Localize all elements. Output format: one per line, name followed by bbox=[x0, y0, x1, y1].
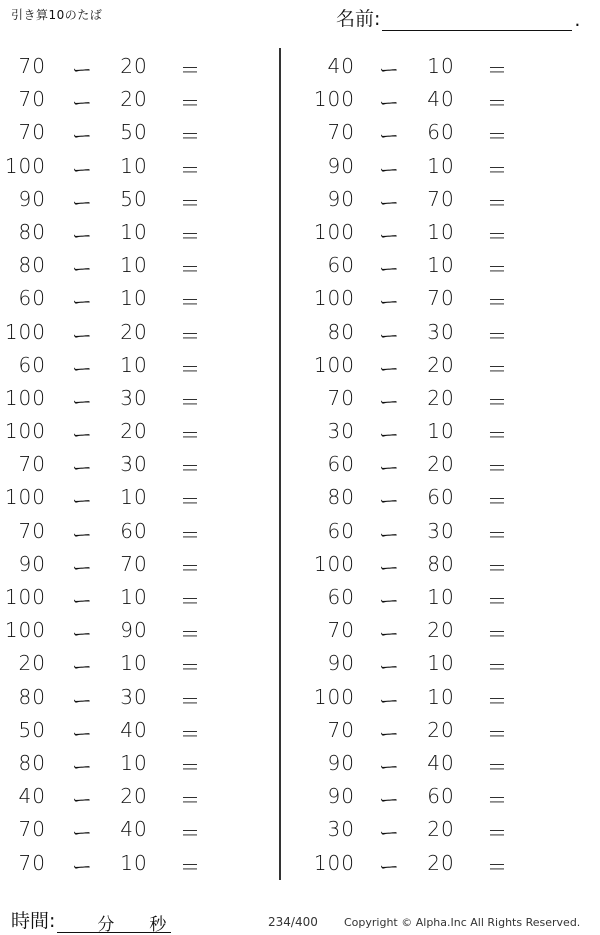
subtrahend: 20 bbox=[427, 850, 455, 875]
equals-sign: ＝ bbox=[487, 788, 508, 813]
minuend: 80 bbox=[18, 253, 46, 278]
minus-sign: ー bbox=[379, 257, 400, 282]
minuend: 100 bbox=[4, 419, 46, 444]
minuend: 80 bbox=[18, 219, 46, 244]
minus-sign: ー bbox=[72, 323, 93, 348]
minuend: 70 bbox=[18, 850, 46, 875]
subtrahend: 10 bbox=[120, 352, 148, 377]
problem-row bbox=[307, 114, 587, 147]
minuend: 100 bbox=[4, 385, 46, 410]
problem-row bbox=[0, 645, 280, 678]
subtrahend: 50 bbox=[120, 120, 148, 145]
equals-sign: ＝ bbox=[487, 257, 508, 282]
minuend: 60 bbox=[18, 352, 46, 377]
problem-row bbox=[0, 546, 280, 579]
subtrahend: 60 bbox=[427, 120, 455, 145]
minus-sign: ー bbox=[379, 821, 400, 846]
problem-row bbox=[0, 811, 280, 844]
equals-sign: ＝ bbox=[487, 356, 508, 381]
minus-sign: ー bbox=[72, 190, 93, 215]
minus-sign: ー bbox=[379, 58, 400, 82]
minus-sign: ー bbox=[379, 688, 400, 713]
equals-sign: ＝ bbox=[180, 555, 201, 580]
name-label: 名前: bbox=[336, 8, 381, 30]
problem-row bbox=[307, 81, 587, 114]
minuend: 70 bbox=[18, 54, 46, 78]
equals-sign: ＝ bbox=[487, 389, 508, 414]
subtrahend: 20 bbox=[120, 319, 148, 344]
time-field bbox=[11, 906, 171, 933]
subtrahend: 20 bbox=[120, 87, 148, 112]
minus-sign: ー bbox=[379, 655, 400, 680]
column-divider bbox=[279, 48, 281, 880]
minuend: 90 bbox=[327, 186, 355, 211]
subtrahend: 10 bbox=[427, 585, 455, 609]
minus-sign: ー bbox=[379, 423, 400, 448]
problem-row bbox=[0, 745, 280, 778]
minuend: 30 bbox=[327, 419, 355, 444]
problem-row bbox=[307, 314, 587, 347]
problem-row bbox=[0, 612, 280, 645]
equals-sign: ＝ bbox=[487, 423, 508, 448]
minuend: 80 bbox=[18, 684, 46, 709]
name-end-mark: . bbox=[574, 9, 581, 31]
minus-sign: ー bbox=[72, 489, 93, 514]
equals-sign: ＝ bbox=[487, 223, 508, 248]
minuend: 70 bbox=[18, 87, 46, 112]
minuend: 60 bbox=[327, 452, 355, 477]
minuend: 20 bbox=[18, 651, 46, 676]
subtrahend: 30 bbox=[120, 385, 148, 410]
minus-sign: ー bbox=[72, 622, 93, 647]
minus-sign: ー bbox=[72, 257, 93, 282]
subtrahend: 10 bbox=[120, 253, 148, 278]
minuend: 70 bbox=[18, 518, 46, 543]
problem-row bbox=[307, 845, 587, 878]
problem-row bbox=[307, 181, 587, 214]
minuend: 90 bbox=[18, 186, 46, 211]
minus-sign: ー bbox=[72, 854, 93, 879]
minus-sign: ー bbox=[379, 489, 400, 514]
seconds-label: 秒 bbox=[149, 915, 167, 935]
minus-sign: ー bbox=[379, 555, 400, 580]
equals-sign: ＝ bbox=[487, 58, 508, 82]
equals-sign: ＝ bbox=[487, 522, 508, 547]
page-number: 234/400 bbox=[268, 915, 318, 929]
minus-sign: ー bbox=[379, 223, 400, 248]
problem-row bbox=[307, 645, 587, 678]
equals-sign: ＝ bbox=[487, 91, 508, 116]
minus-sign: ー bbox=[72, 223, 93, 248]
minus-sign: ー bbox=[72, 124, 93, 149]
subtrahend: 20 bbox=[427, 618, 455, 643]
minus-sign: ー bbox=[72, 555, 93, 580]
problem-row bbox=[0, 513, 280, 546]
subtrahend: 30 bbox=[427, 518, 455, 543]
minuend: 70 bbox=[327, 618, 355, 643]
minuend: 100 bbox=[4, 585, 46, 609]
subtrahend: 10 bbox=[120, 485, 148, 510]
subtrahend: 40 bbox=[427, 750, 455, 775]
minuend: 100 bbox=[313, 551, 355, 576]
minus-sign: ー bbox=[72, 788, 93, 813]
worksheet-title: 引き算10のたば bbox=[11, 8, 103, 22]
minus-sign: ー bbox=[72, 754, 93, 779]
subtrahend: 10 bbox=[427, 219, 455, 244]
minus-sign: ー bbox=[72, 589, 93, 613]
problem-row bbox=[307, 579, 587, 612]
problem-row bbox=[307, 280, 587, 313]
equals-sign: ＝ bbox=[180, 223, 201, 248]
equals-sign: ＝ bbox=[180, 257, 201, 282]
subtrahend: 40 bbox=[120, 817, 148, 842]
subtrahend: 70 bbox=[120, 551, 148, 576]
minus-sign: ー bbox=[379, 190, 400, 215]
equals-sign: ＝ bbox=[487, 489, 508, 514]
minuend: 90 bbox=[327, 153, 355, 178]
equals-sign: ＝ bbox=[487, 190, 508, 215]
problem-row bbox=[307, 479, 587, 512]
minutes-label: 分 bbox=[97, 915, 115, 935]
minuend: 100 bbox=[313, 684, 355, 709]
minus-sign: ー bbox=[72, 721, 93, 746]
minuend: 80 bbox=[18, 750, 46, 775]
minus-sign: ー bbox=[379, 356, 400, 381]
problem-row bbox=[307, 48, 587, 81]
equals-sign: ＝ bbox=[180, 323, 201, 348]
minus-sign: ー bbox=[379, 124, 400, 149]
minuend: 100 bbox=[313, 286, 355, 311]
problem-row bbox=[0, 81, 280, 114]
minus-sign: ー bbox=[72, 58, 93, 82]
minus-sign: ー bbox=[72, 389, 93, 414]
minuend: 70 bbox=[18, 817, 46, 842]
subtrahend: 10 bbox=[427, 253, 455, 278]
minuend: 50 bbox=[18, 717, 46, 742]
subtrahend: 70 bbox=[427, 286, 455, 311]
problem-row bbox=[307, 446, 587, 479]
problem-row bbox=[0, 479, 280, 512]
equals-sign: ＝ bbox=[487, 124, 508, 149]
problem-row bbox=[307, 679, 587, 712]
equals-sign: ＝ bbox=[487, 688, 508, 713]
subtrahend: 10 bbox=[120, 153, 148, 178]
time-label: 時間: bbox=[11, 910, 56, 932]
problem-row bbox=[0, 579, 280, 612]
minuend: 80 bbox=[327, 319, 355, 344]
subtrahend: 80 bbox=[427, 551, 455, 576]
copyright-notice: Copyright © Alpha.Inc All Rights Reserved. bbox=[344, 916, 581, 929]
problem-row bbox=[307, 612, 587, 645]
problem-row bbox=[0, 280, 280, 313]
minuend: 30 bbox=[327, 817, 355, 842]
minus-sign: ー bbox=[379, 522, 400, 547]
minus-sign: ー bbox=[72, 91, 93, 116]
minuend: 70 bbox=[327, 385, 355, 410]
equals-sign: ＝ bbox=[487, 323, 508, 348]
minuend: 60 bbox=[327, 518, 355, 543]
subtrahend: 10 bbox=[427, 651, 455, 676]
name-field bbox=[336, 4, 580, 31]
subtrahend: 20 bbox=[427, 717, 455, 742]
subtrahend: 20 bbox=[120, 419, 148, 444]
equals-sign: ＝ bbox=[487, 555, 508, 580]
minus-sign: ー bbox=[72, 456, 93, 481]
subtrahend: 90 bbox=[120, 618, 148, 643]
minuend: 80 bbox=[327, 485, 355, 510]
equals-sign: ＝ bbox=[180, 489, 201, 514]
minuend: 90 bbox=[327, 651, 355, 676]
minus-sign: ー bbox=[379, 788, 400, 813]
minus-sign: ー bbox=[379, 323, 400, 348]
minuend: 90 bbox=[327, 784, 355, 809]
problem-row bbox=[0, 446, 280, 479]
problem-row bbox=[0, 181, 280, 214]
minuend: 70 bbox=[327, 120, 355, 145]
problem-row bbox=[307, 380, 587, 413]
equals-sign: ＝ bbox=[180, 655, 201, 680]
problem-row bbox=[307, 513, 587, 546]
subtrahend: 10 bbox=[120, 850, 148, 875]
equals-sign: ＝ bbox=[487, 622, 508, 647]
minus-sign: ー bbox=[379, 622, 400, 647]
equals-sign: ＝ bbox=[487, 589, 508, 613]
problem-row bbox=[0, 148, 280, 181]
equals-sign: ＝ bbox=[180, 854, 201, 879]
subtrahend: 40 bbox=[427, 87, 455, 112]
problem-row bbox=[307, 546, 587, 579]
minuend: 60 bbox=[327, 253, 355, 278]
equals-sign: ＝ bbox=[487, 456, 508, 481]
problem-row bbox=[307, 247, 587, 280]
minuend: 100 bbox=[313, 87, 355, 112]
subtrahend: 10 bbox=[120, 750, 148, 775]
minuend: 40 bbox=[327, 54, 355, 78]
equals-sign: ＝ bbox=[180, 522, 201, 547]
subtrahend: 10 bbox=[427, 684, 455, 709]
minuend: 40 bbox=[18, 784, 46, 809]
subtrahend: 10 bbox=[120, 219, 148, 244]
minuend: 90 bbox=[18, 551, 46, 576]
problem-row bbox=[0, 845, 280, 878]
problem-row bbox=[307, 347, 587, 380]
minuend: 70 bbox=[18, 452, 46, 477]
minuend: 100 bbox=[4, 319, 46, 344]
equals-sign: ＝ bbox=[180, 423, 201, 448]
problem-row bbox=[0, 679, 280, 712]
equals-sign: ＝ bbox=[180, 356, 201, 381]
equals-sign: ＝ bbox=[487, 157, 508, 182]
minus-sign: ー bbox=[379, 721, 400, 746]
minus-sign: ー bbox=[72, 655, 93, 680]
equals-sign: ＝ bbox=[180, 622, 201, 647]
minus-sign: ー bbox=[379, 456, 400, 481]
subtrahend: 20 bbox=[427, 352, 455, 377]
minus-sign: ー bbox=[379, 589, 400, 613]
equals-sign: ＝ bbox=[180, 821, 201, 846]
minus-sign: ー bbox=[72, 356, 93, 381]
minus-sign: ー bbox=[379, 389, 400, 414]
subtrahend: 20 bbox=[427, 817, 455, 842]
minus-sign: ー bbox=[72, 290, 93, 315]
problem-row bbox=[307, 148, 587, 181]
problem-row bbox=[307, 745, 587, 778]
minus-sign: ー bbox=[379, 854, 400, 879]
subtrahend: 10 bbox=[120, 651, 148, 676]
problem-row bbox=[0, 247, 280, 280]
minus-sign: ー bbox=[72, 522, 93, 547]
equals-sign: ＝ bbox=[487, 655, 508, 680]
subtrahend: 10 bbox=[427, 54, 455, 78]
equals-sign: ＝ bbox=[180, 456, 201, 481]
problem-row bbox=[0, 347, 280, 380]
equals-sign: ＝ bbox=[180, 754, 201, 779]
problem-row bbox=[307, 778, 587, 811]
problem-row bbox=[0, 413, 280, 446]
problem-row bbox=[307, 214, 587, 247]
subtrahend: 40 bbox=[120, 717, 148, 742]
minus-sign: ー bbox=[379, 157, 400, 182]
problem-row bbox=[0, 114, 280, 147]
subtrahend: 20 bbox=[120, 54, 148, 78]
subtrahend: 70 bbox=[427, 186, 455, 211]
equals-sign: ＝ bbox=[487, 290, 508, 315]
minuend: 70 bbox=[327, 717, 355, 742]
equals-sign: ＝ bbox=[180, 157, 201, 182]
equals-sign: ＝ bbox=[180, 589, 201, 613]
subtrahend: 60 bbox=[427, 485, 455, 510]
equals-sign: ＝ bbox=[487, 721, 508, 746]
subtrahend: 30 bbox=[120, 452, 148, 477]
subtrahend: 50 bbox=[120, 186, 148, 211]
equals-sign: ＝ bbox=[180, 788, 201, 813]
problem-row bbox=[0, 712, 280, 745]
equals-sign: ＝ bbox=[180, 721, 201, 746]
subtrahend: 30 bbox=[427, 319, 455, 344]
minuend: 100 bbox=[4, 153, 46, 178]
equals-sign: ＝ bbox=[487, 754, 508, 779]
problem-row bbox=[0, 48, 280, 81]
minus-sign: ー bbox=[72, 423, 93, 448]
equals-sign: ＝ bbox=[487, 821, 508, 846]
minus-sign: ー bbox=[379, 91, 400, 116]
minuend: 100 bbox=[313, 352, 355, 377]
subtrahend: 10 bbox=[120, 286, 148, 311]
minuend: 70 bbox=[18, 120, 46, 145]
minuend: 100 bbox=[4, 618, 46, 643]
minuend: 100 bbox=[313, 850, 355, 875]
subtrahend: 20 bbox=[427, 452, 455, 477]
problem-row bbox=[0, 214, 280, 247]
subtrahend: 10 bbox=[427, 419, 455, 444]
time-blank[interactable] bbox=[57, 910, 171, 933]
problem-row bbox=[307, 413, 587, 446]
minuend: 60 bbox=[18, 286, 46, 311]
minus-sign: ー bbox=[72, 821, 93, 846]
minus-sign: ー bbox=[72, 157, 93, 182]
minuend: 60 bbox=[327, 585, 355, 609]
subtrahend: 20 bbox=[120, 784, 148, 809]
problem-row bbox=[0, 380, 280, 413]
subtrahend: 60 bbox=[427, 784, 455, 809]
problem-row bbox=[0, 778, 280, 811]
equals-sign: ＝ bbox=[180, 124, 201, 149]
minus-sign: ー bbox=[379, 290, 400, 315]
equals-sign: ＝ bbox=[180, 190, 201, 215]
minus-sign: ー bbox=[72, 688, 93, 713]
problem-row bbox=[307, 811, 587, 844]
subtrahend: 10 bbox=[120, 585, 148, 609]
minuend: 100 bbox=[4, 485, 46, 510]
minuend: 90 bbox=[327, 750, 355, 775]
subtrahend: 20 bbox=[427, 385, 455, 410]
name-blank[interactable] bbox=[382, 10, 572, 31]
equals-sign: ＝ bbox=[180, 58, 201, 82]
problem-row bbox=[0, 314, 280, 347]
equals-sign: ＝ bbox=[180, 389, 201, 414]
equals-sign: ＝ bbox=[180, 290, 201, 315]
equals-sign: ＝ bbox=[487, 854, 508, 879]
subtrahend: 30 bbox=[120, 684, 148, 709]
equals-sign: ＝ bbox=[180, 688, 201, 713]
minus-sign: ー bbox=[379, 754, 400, 779]
problem-row bbox=[307, 712, 587, 745]
subtrahend: 10 bbox=[427, 153, 455, 178]
left-problem-column bbox=[0, 48, 280, 878]
subtrahend: 60 bbox=[120, 518, 148, 543]
right-problem-column bbox=[307, 48, 587, 878]
equals-sign: ＝ bbox=[180, 91, 201, 116]
minuend: 100 bbox=[313, 219, 355, 244]
